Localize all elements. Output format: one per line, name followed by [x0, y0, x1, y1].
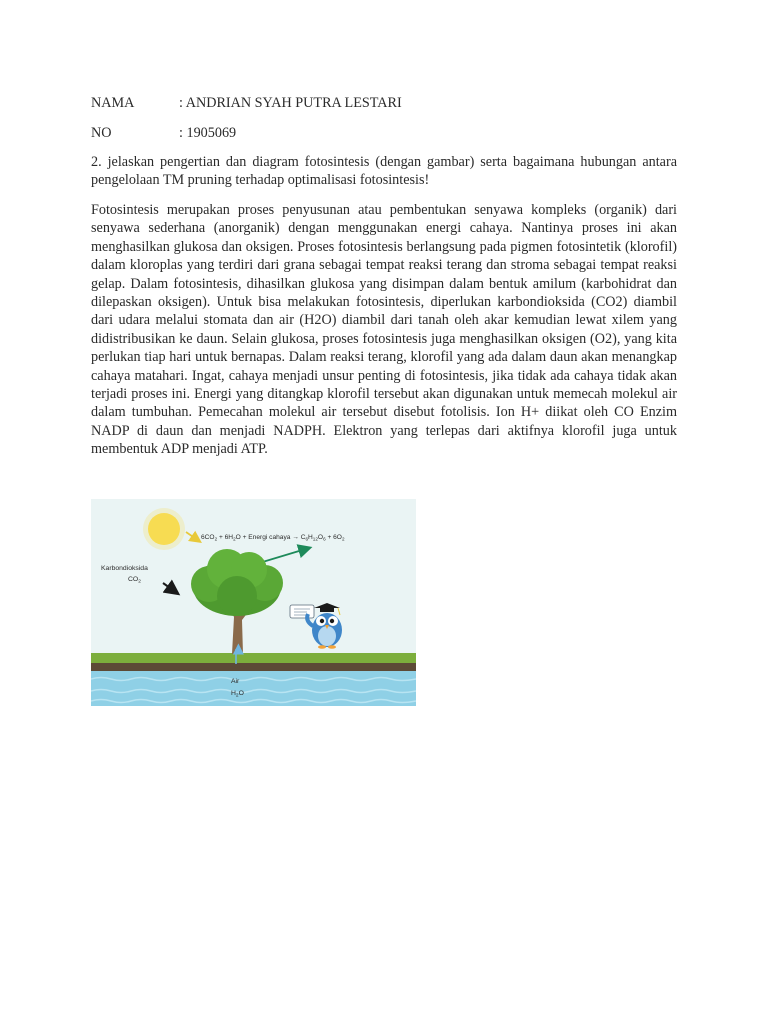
co2-formula: $CO_2$: [128, 576, 141, 585]
name-value: : ANDRIAN SYAH PUTRA LESTARI: [179, 95, 402, 111]
answer-text: Fotosintesis merupakan proses penyusunan atau pembentukan senyawa kompleks (organik) dari senyawa sederhana (anorganik) dengan menggunakan energi cahaya. Nantinya proses ini akan menghasilkan glukosa dan oksigen. Proses fotosintesis berlangsung pada pigmen fotosintetik (klorofil) dalam kloroplas yang terdiri dari grana sebagai tempat reaksi terang dan stroma sebagai tempat reaksi gelap. Dalam fotosintesis, dihasilkan glukosa yang disimpan dalam bentuk amilum (karbohidrat dan dilepaskan oksigen). Untuk bisa melakukan fotosintesis, diperlukan karbondioksida (CO2) diambil dari udara melalui stomata dan air (H2O) diambil dari tanah oleh akar kemudian lewat xilem yang didistribusikan ke daun. Selain glukosa, proses fotosintesis juga menghasilkan oksigen (O2), yang kita perlukan tiap hari untuk bernapas. Dalam reaksi terang, klorofil yang ada dalam daun akan menangkap cahaya matahari. Ingat, cahaya menjadi unsur penting di fotosintesis, jika tidak ada cahaya tidak akan terjadi proses ini. Energi yang ditangkap klorofil tersebut akan digunakan untuk memecah molekul air dalam tumbuhan. Pemecahan molekul air tersebut disebut fotolisis. Ion H+ diikat oleh CO Enzim NADP di daun dan menjadi NADPH. Elektron yang terlepas dari aktifnya klorofil juga untuk membentuk ADP menjadi ATP.: [91, 202, 677, 458]
name-label: NAMA: [91, 95, 135, 111]
photosynthesis-diagram: [91, 499, 416, 706]
co2-label: Karbondioksida: [101, 565, 148, 572]
number-row: [91, 124, 236, 142]
name-row: [91, 94, 402, 112]
water-label: Air: [231, 678, 240, 685]
number-label: NO: [91, 125, 112, 141]
grass-strip: [91, 653, 416, 663]
number-value: : 1905069: [179, 125, 237, 141]
question-text: 2. jelaskan pengertian dan diagram fotosintesis (dengan gambar) serta bagaimana hubungan antara pengelolaan TM pruning terhadap optimalisasi fotosintesis!: [91, 154, 677, 189]
equation-text: $6CO_2 + 6H_2O$ + Energi cahaya → $C_6H_{12}O_6 + 6O_2$: [201, 534, 345, 542]
soil-strip: [91, 663, 416, 671]
water-formula: $H_2O$: [231, 690, 244, 699]
